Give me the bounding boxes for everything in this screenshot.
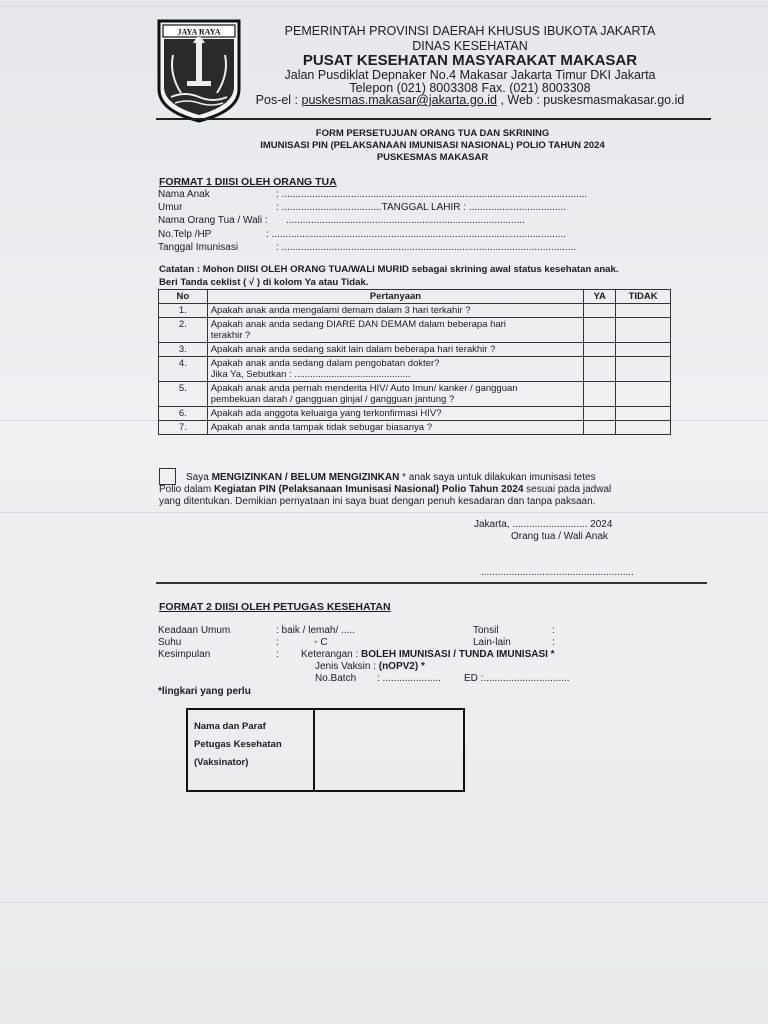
jenis-vaksin-row [315,661,425,672]
col-ya: YA [584,290,616,304]
field-telp-label: No.Telp /HP [158,229,212,240]
consent-line-3: yang ditentukan. Demikian pernyataan ini saya buat dengan penuh kesadaran dan tanpa paksaan. [159,496,596,507]
suhu-colon: : [276,637,279,648]
keadaan-umum-value[interactable]: : baik / lemah/ ..... [276,625,355,636]
row-number: 1. [159,304,208,318]
screening-table [158,289,671,435]
svg-text:JAYA RAYA: JAYA RAYA [177,27,221,37]
ya-checkbox-cell[interactable] [584,382,616,407]
field-nama-anak-label: Nama Anak [158,189,210,200]
field-umur-line[interactable]: : ....................................TANGGAL LAHIR : ................................... [276,202,567,213]
tidak-checkbox-cell[interactable] [616,382,671,407]
field-telp-line[interactable]: : .......................................................................................................... [266,229,567,240]
row-question [207,407,584,421]
header-phone: Telepon (021) 8003308 Fax. (021) 8003308 [349,81,591,95]
header-rule [156,118,711,120]
header-address: Jalan Pusdiklat Depnaker No.4 Makasar Jakarta Timur DKI Jakarta [284,68,656,82]
ed-value[interactable]: ED :............................... [464,673,570,684]
keadaan-umum-label: Keadaan Umum [158,625,231,636]
table-row [159,382,671,407]
row-number: 5. [159,382,208,407]
signer-label: Orang tua / Wali Anak [511,531,608,542]
form-title-1: FORM PERSETUJUAN ORANG TUA DAN SKRINING [315,128,550,139]
tidak-checkbox-cell[interactable] [616,407,671,421]
header-government: PEMERINTAH PROVINSI DAERAH KHUSUS IBUKOTA JAKARTA [284,24,656,38]
lain-lain-colon[interactable]: : [552,637,555,648]
lain-lain-label: Lain-lain [473,637,511,648]
format1-heading: FORMAT 1 DIISI OLEH ORANG TUA [159,176,337,188]
batch-value[interactable]: : ..................... [377,673,441,684]
jenis-vaksin-value[interactable]: (nOPV2) * [378,661,425,672]
email-prefix: Pos-el : [255,93,299,107]
consent-checkbox[interactable] [159,468,176,485]
consent-kegiatan: Kegiatan PIN (Pelaksanaan Imunisasi Nasional) Polio Tahun 2024 [214,484,524,495]
table-row [159,421,671,435]
consent-saya: Saya [186,472,209,483]
fold-line [0,6,768,7]
header-institution: PUSAT KESEHATAN MASYARAKAT MAKASAR [302,52,638,69]
consent-rest-2: sesuai pada jadwal [523,484,612,495]
section-divider [156,582,707,584]
format2-heading: FORMAT 2 DIISI OLEH PETUGAS KESEHATAN [159,601,391,613]
consent-polio: Polio dalam [159,484,215,495]
tidak-checkbox-cell[interactable] [616,343,671,357]
form-title-3: PUSKESMAS MAKASAR [376,152,489,163]
question-text-cont: pembekuan darah / gangguan ginjal / gangguan jantung ? [210,394,455,405]
fold-line [0,512,768,513]
keterangan-value[interactable]: BOLEH IMUNISASI / TUNDA IMUNISASI * [361,649,555,660]
kesimpulan-label: Kesimpulan [158,649,211,660]
question-text: Apakah anak anda mengalami demam dalam 3 hari terkahir ? [210,305,471,316]
row-question [207,421,584,435]
ya-checkbox-cell[interactable] [584,318,616,343]
suhu-unit[interactable]: ◦ C [314,637,328,648]
tidak-checkbox-cell[interactable] [616,318,671,343]
fold-line [0,902,768,903]
ya-checkbox-cell[interactable] [584,357,616,382]
keterangan-label: Keterangan : [301,649,359,660]
table-row [159,343,671,357]
tidak-checkbox-cell[interactable] [616,304,671,318]
jakarta-emblem-logo [157,19,241,123]
tidak-checkbox-cell[interactable] [616,421,671,435]
field-nama-anak-line[interactable]: : .............................................................................................................. [276,189,588,200]
header-department: DINAS KESEHATAN [412,39,528,53]
suhu-label: Suhu [158,637,182,648]
field-tanggal-line[interactable]: : .......................................................................................................... [276,242,577,253]
table-header-row [159,290,671,304]
tonsil-colon[interactable]: : [552,625,555,636]
parent-signature-line[interactable]: ....................................................... [481,567,634,578]
question-text: Apakah ada anggota keluarga yang terkonfirmasi HIV? [210,408,442,419]
email-link[interactable]: puskesmas.makasar@jakarta.go.id [301,93,497,107]
question-text: Apakah anak anda sedang DIARE DAN DEMAM dalam beberapa hari [210,319,506,330]
footnote: *lingkari yang perlu [158,686,251,697]
vaccinator-signature-field[interactable] [315,710,459,786]
row-number: 6. [159,407,208,421]
field-umur-label: Umur [158,202,183,213]
note-line-1: Catatan : Mohon DIISI OLEH ORANG TUA/WALI MURID sebagai skrining awal status kesehatan anak. [159,264,619,275]
row-number: 7. [159,421,208,435]
row-question [207,382,584,407]
field-tanggal-label: Tanggal Imunisasi [158,242,239,253]
table-row [159,304,671,318]
ya-checkbox-cell[interactable] [584,421,616,435]
table-row [159,407,671,421]
consent-rest-1: * anak saya untuk dilakukan imunisasi tetes [399,472,596,483]
row-number: 3. [159,343,208,357]
question-text: Apakah anak anda sedang sakit lain dalam beberapa hari terakhir ? [210,344,496,355]
row-number: 2. [159,318,208,343]
question-text: Apakah anak anda sedang dalam pengobatan dokter? [210,358,440,369]
field-orang-tua-label: Nama Orang Tua / Wali : [158,215,268,226]
ya-checkbox-cell[interactable] [584,304,616,318]
col-tidak: TIDAK [616,290,671,304]
vaccinator-signature-box [186,708,465,792]
tonsil-label: Tonsil [473,625,499,636]
col-pertanyaan: Pertanyaan [207,290,584,304]
batch-label: No.Batch [315,673,357,684]
row-question [207,357,584,382]
row-number: 4. [159,357,208,382]
row-question [207,304,584,318]
kesimpulan-colon: : [276,649,279,660]
place-date[interactable]: Jakarta, ........................... 2024 [474,519,613,530]
col-no: No [159,290,208,304]
form-title-2: IMUNISASI PIN (PELAKSANAAN IMUNISASI NASIONAL) POLIO TAHUN 2024 [260,140,605,151]
sig-label-1: Nama dan Paraf [194,721,266,732]
keterangan-row [301,649,555,660]
question-text-cont: Jika Ya, Sebutkan : ............................................ [210,369,411,380]
sig-label-2: Petugas Kesehatan [194,739,282,750]
web-address: , Web : puskesmasmakasar.go.id [500,93,685,107]
row-question [207,318,584,343]
table-row [159,357,671,382]
consent-line-2 [159,484,611,495]
jenis-vaksin-label: Jenis Vaksin : [315,661,376,672]
consent-line-1 [186,472,596,483]
header-contact [250,93,690,107]
note-line-2: Beri Tanda ceklist ( √ ) di kolom Ya atau Tidak. [159,277,369,288]
sig-label-3: (Vaksinator) [194,757,249,768]
question-text: Apakah anak anda pernah menderita HIV/ Auto Imun/ kanker / gangguan [210,383,518,394]
row-question [207,343,584,357]
table-row [159,318,671,343]
consent-choice[interactable]: MENGIZINKAN / BELUM MENGIZINKAN [211,472,400,483]
ya-checkbox-cell[interactable] [584,407,616,421]
tidak-checkbox-cell[interactable] [616,357,671,382]
field-orang-tua-line[interactable]: ...................................................................................... [286,215,525,226]
question-text-cont: terakhir ? [210,330,251,341]
question-text: Apakah anak anda tampak tidak sebugar biasanya ? [210,422,433,433]
ya-checkbox-cell[interactable] [584,343,616,357]
